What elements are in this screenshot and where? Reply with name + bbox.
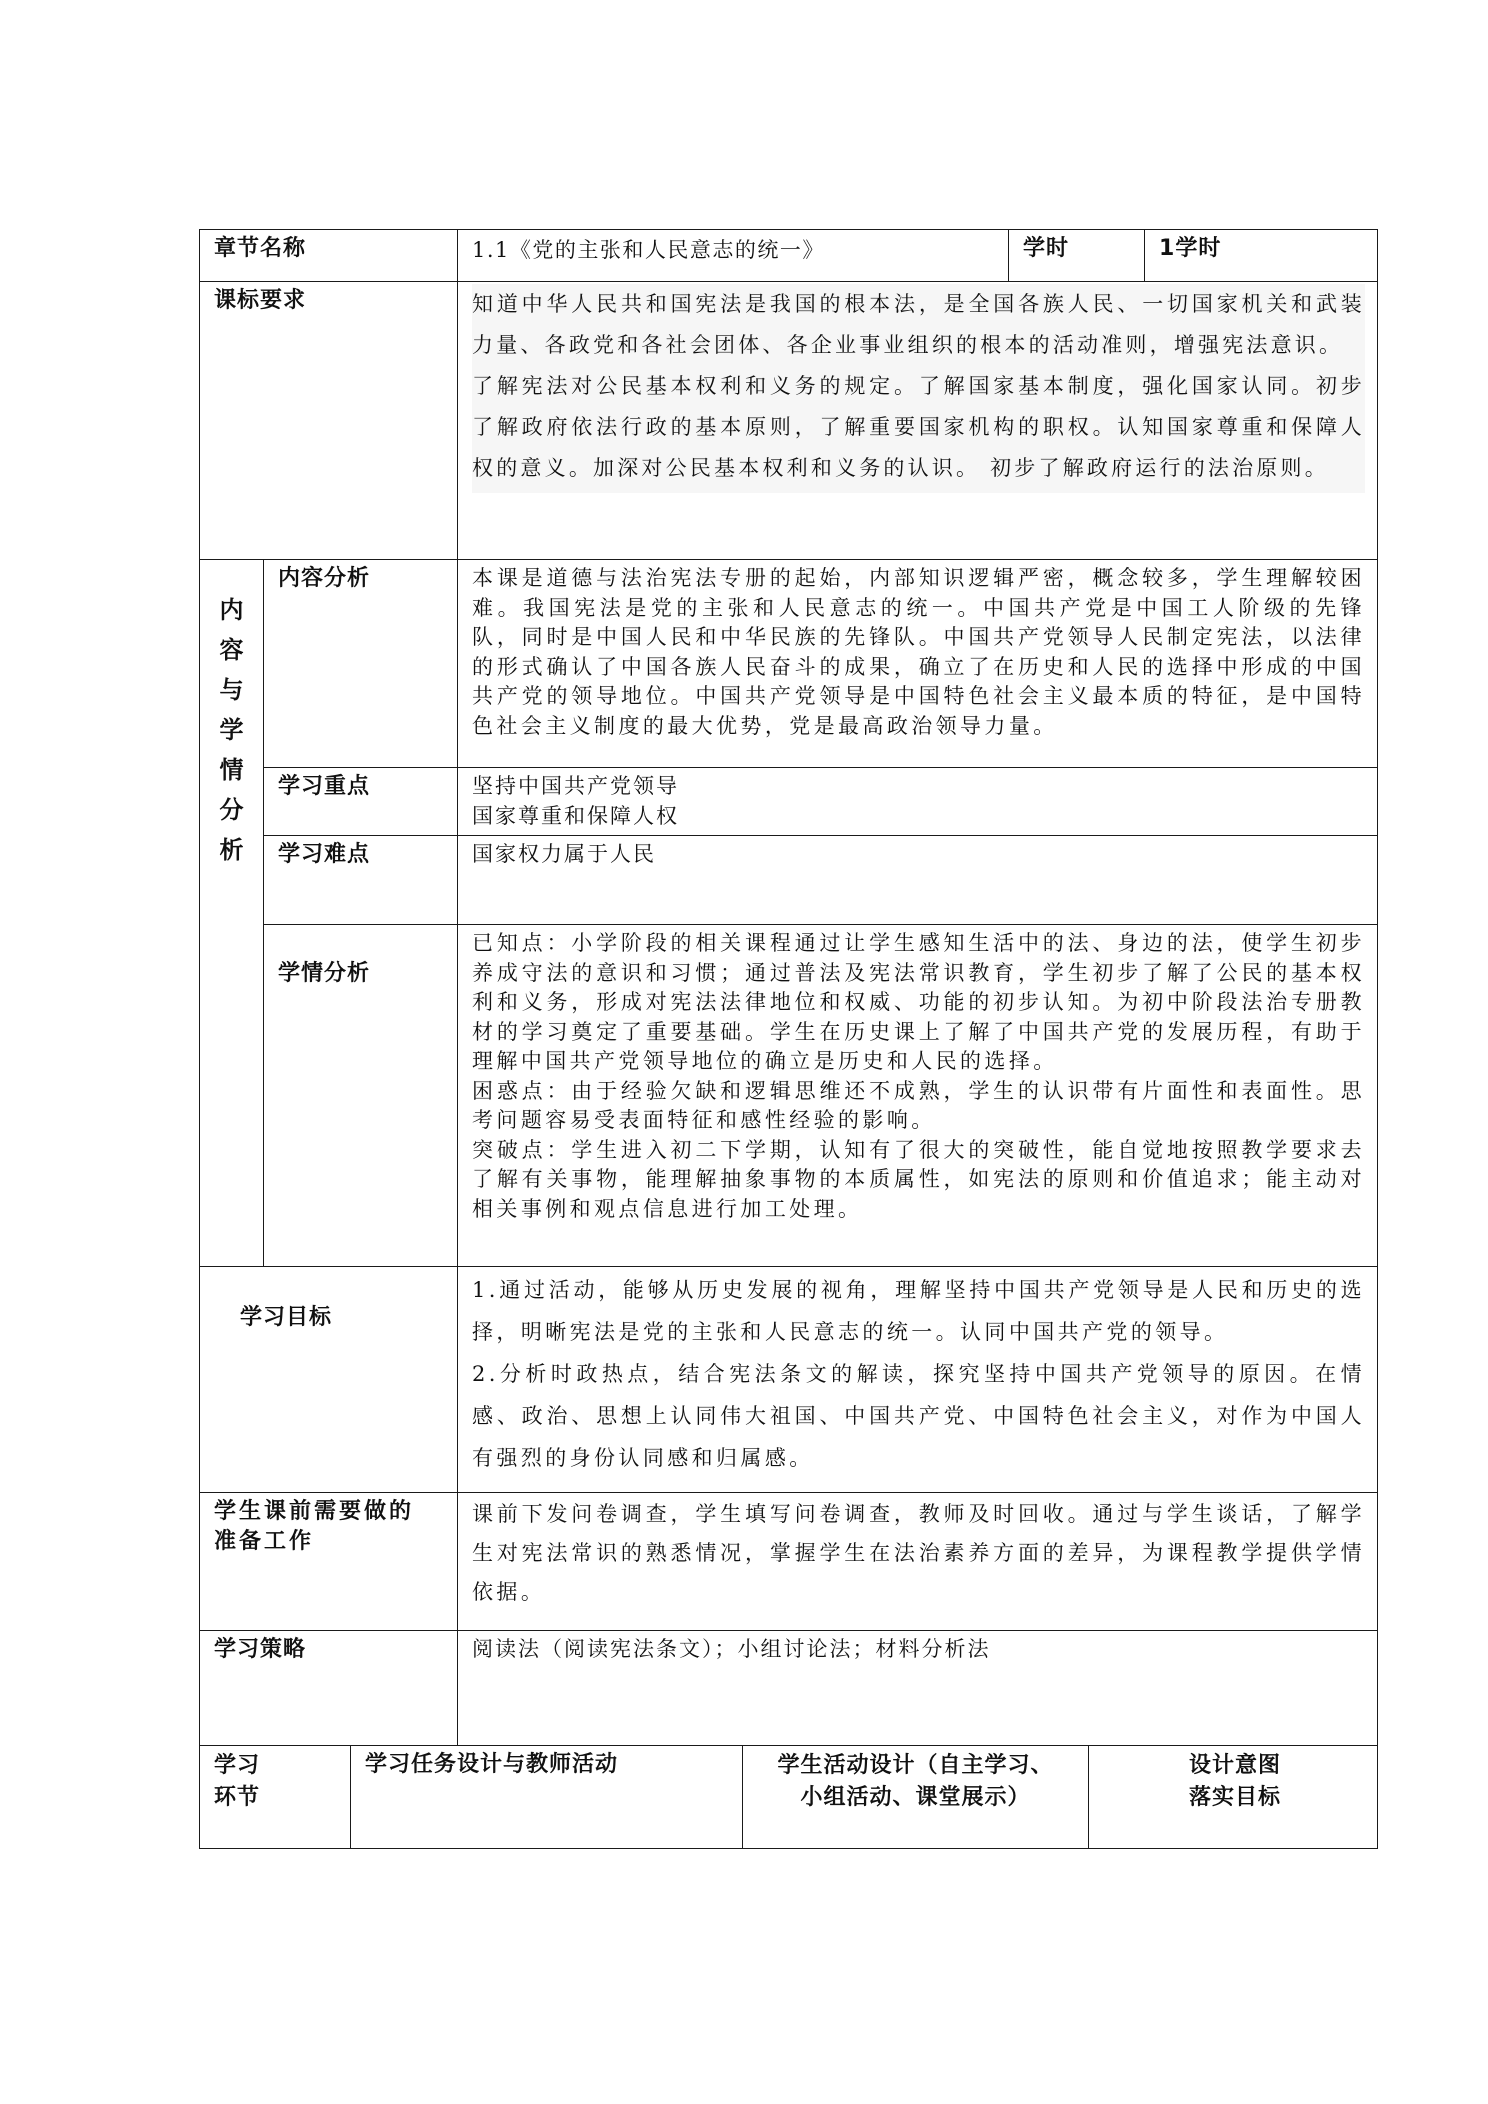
- analysis-group-label: 内 容 与 学 情 分 析: [200, 560, 264, 1267]
- chapter-row: [200, 230, 1378, 282]
- strategy-row: [200, 1631, 1378, 1746]
- key-points-row: [200, 768, 1378, 836]
- process-header-table: [199, 1745, 1378, 1849]
- objectives-label: 学习目标: [200, 1267, 458, 1493]
- objective-item: 2.分析时政热点，结合宪法条文的解读，探究坚持中国共产党领导的原因。在情感、政治、思想上认同伟大祖国、中国共产党、中国特色社会主义，对作为中国人有强烈的身份认同感和归属感。: [472, 1362, 1366, 1470]
- curriculum-paragraph: 了解宪法对公民基本权利和义务的规定。了解国家基本制度，强化国家认同。初步了解政府依法行政的基本原则，了解重要国家机构的职权。认知国家尊重和保障人权的意义。加深对公民基本权利和义务的认识。 初步了解政府运行的法治原则。: [472, 374, 1366, 480]
- objectives-row: [200, 1267, 1378, 1493]
- curriculum-row: [200, 282, 1378, 560]
- difficult-points-label: 学习难点: [264, 836, 458, 925]
- difficult-points-row: [200, 836, 1378, 925]
- key-point: 坚持中国共产党领导: [472, 774, 680, 798]
- content-analysis-label: 内容分析: [264, 560, 458, 768]
- key-point: 国家尊重和保障人权: [472, 803, 680, 828]
- key-points-cell: [458, 768, 1378, 836]
- student-analysis-row: [200, 925, 1378, 1267]
- curriculum-label: 课标要求: [200, 282, 458, 560]
- process-header-row: [200, 1745, 1378, 1848]
- prep-row: [200, 1493, 1378, 1631]
- lesson-plan-table: [199, 229, 1378, 1746]
- chapter-label: 章节名称: [200, 230, 458, 282]
- objective-item: 1.通过活动，能够从历史发展的视角，理解坚持中国共产党领导是人民和历史的选择，明晰宪法是党的主张和人民意志的统一。认同中国共产党的领导。: [472, 1278, 1366, 1344]
- curriculum-cell: [458, 282, 1378, 560]
- student-analysis-known: 已知点：小学阶段的相关课程通过让学生感知生活中的法、身边的法，使学生初步养成守法的意识和习惯；通过普法及宪法常识教育，学生初步了解了公民的基本权利和义务，形成对宪法法律地位和权威、功能的初步认知。为初中阶段法治专册教材的学习奠定了重要基础。学生在历史课上了解了中国共产党的发展历程，有助于理解中国共产党领导地位的确立是历史和人民的选择。: [472, 931, 1366, 1073]
- hours-label: 学时: [1009, 230, 1145, 282]
- prep-text: 课前下发问卷调查，学生填写问卷调查，教师及时回收。通过与学生谈话，了解学生对宪法常识的熟悉情况，掌握学生在法治素养方面的差异，为课程教学提供学情依据。: [458, 1493, 1378, 1631]
- strategy-text: 阅读法（阅读宪法条文）；小组讨论法；材料分析法: [458, 1631, 1378, 1746]
- student-activity-header: 学生活动设计（自主学习、 小组活动、课堂展示）: [743, 1745, 1089, 1848]
- strategy-label: 学习策略: [200, 1631, 458, 1746]
- student-analysis-label: 学情分析: [264, 925, 458, 1267]
- curriculum-paragraph: 知道中华人民共和国宪法是我国的根本法，是全国各族人民、一切国家机关和武装力量、各政党和各社会团体、各企业事业组织的根本的活动准则，增强宪法意识。: [472, 292, 1366, 357]
- curriculum-text: [472, 284, 1365, 493]
- difficult-point: 国家权力属于人民: [472, 842, 657, 866]
- objectives-cell: [458, 1267, 1378, 1493]
- chapter-title: 1.1《党的主张和人民意志的统一》: [458, 230, 1009, 282]
- teacher-activity-header: 学习任务设计与教师活动: [351, 1745, 743, 1848]
- content-analysis-text: 本课是道德与法治宪法专册的起始，内部知识逻辑严密，概念较多，学生理解较困难。我国宪法是党的主张和人民意志的统一。中国共产党是中国工人阶级的先锋队，同时是中国人民和中华民族的先锋队。中国共产党领导人民制定宪法，以法律的形式确认了中国各族人民奋斗的成果，确立了在历史和人民的选择中形成的中国共产党的领导地位。中国共产党领导是中国特色社会主义最本质的特征，是中国特色社会主义制度的最大优势，党是最高政治领导力量。: [458, 560, 1378, 768]
- student-analysis-confusion: 困惑点：由于经验欠缺和逻辑思维还不成熟，学生的认识带有片面性和表面性。思考问题容易受表面特征和感性经验的影响。: [472, 1078, 1366, 1132]
- difficult-points-cell: [458, 836, 1378, 925]
- stage-header: 学习 环节: [200, 1745, 351, 1848]
- key-points-label: 学习重点: [264, 768, 458, 836]
- student-analysis-cell: [458, 925, 1378, 1267]
- student-analysis-breakthrough: 突破点：学生进入初二下学期，认知有了很大的突破性，能自觉地按照教学要求去了解有关事物，能理解抽象事物的本质属性，如宪法的原则和价值追求；能主动对相关事例和观点信息进行加工处理。: [472, 1137, 1366, 1221]
- design-intent-header: 设计意图 落实目标: [1089, 1745, 1378, 1848]
- content-analysis-row: [200, 560, 1378, 768]
- prep-label: 学生课前需要做的准备工作: [200, 1493, 458, 1631]
- lesson-plan-table-wrapper: [199, 229, 1377, 1849]
- hours-value: 1学时: [1145, 230, 1378, 282]
